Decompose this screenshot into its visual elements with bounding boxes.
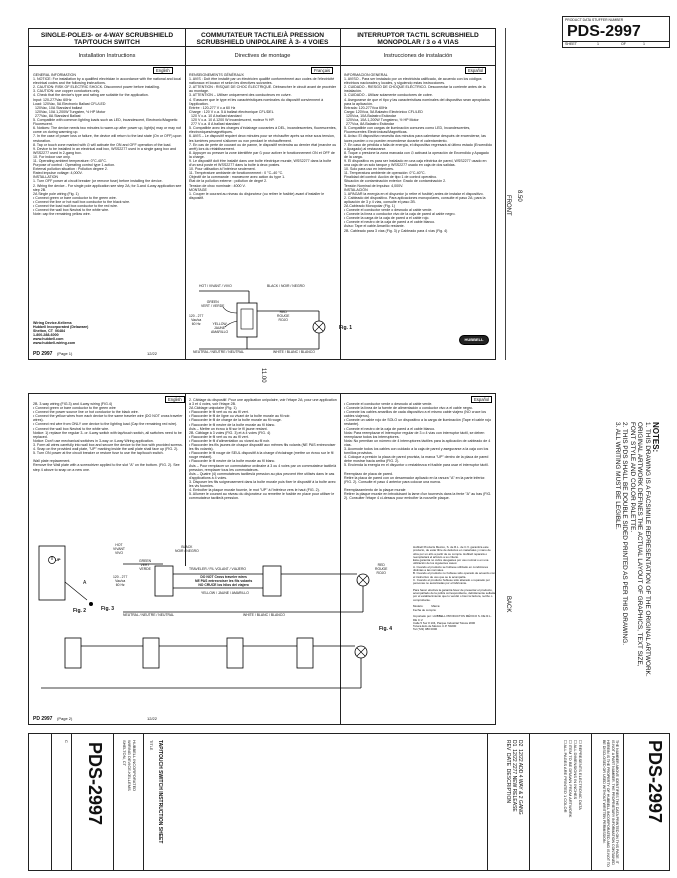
warranty-text: Hubbell Products Mexico, S. de R.L. de C.V. garantiza este producto, de estar libre de defectos en materiales y mano de obra por un año a partir de su compra. Hubbell reparará o reemplazará el artículo a su criterio. Esta garantía no cubre desgastes por uso normal o en una utilización de los siguientes casos: A. Cuando el producto se hubiese utilizado en condiciones distintas a las normales. B. Cuando el producto no hubiese sido operado de acuerdo con el instructivo de uso que se le acompaña. C. Cuando el producto hubiese sido alterado o reparado por personas no autorizadas por el fabricante. Para hacer efectiva la garantía favor de presentar el producto, acompañado de la póliza correspondiente, debidamente sellada por el establecimiento que lo vendió o bien la factura, recibo o comprobante. Modelo: Marca: Fecha de compra: Importado por: HUBBELL PRODUCTOS MÉXICO S. DE R.L. DE C.V. Calle 5 Sur # 104, Parque Industrial Toluca 2000 Toluca Edo de México C.P. 50200 Tel (722) 080 0000 [413, 545, 495, 632]
p2-page-date: 12/22 [147, 716, 158, 721]
en-body: GENERAL INFORMATION 1. NOTICE: For installation by a qualified electrician in accordance with the national and local electrical codes and the following instructions. 2. CAUTION: RISK OF ELECTRIC SHOCK. Disconnect power before installing. 3. CAUTION: use copper conductors only. 4. Check that the device's type and rating are suitable for the application. Input: 120-277Vac 60Hz Load: 120Vac, 5A Electronic Ballast CFL/LED 120Vac, 10A Standard ballast 120Vac, 10A 1,200W Tungsten, ½ HP Motor 277Vac, 8A Standard Ballast 5. Compatible with common lighting loads such as LED, Incandescent, Electronic/Magnetic Fluorescent. 6. Notices: The device needs two minutes to warm-up after power up, light(s) may or may not come on during warming up. 7. In the case of power loss or failure, the device will return to the last state (On or OFF) upon restoration. 8. Tap or touch zone marked with ⏻ will activate the ON and OFF operation of the load. 9. Device to be installed in an electrical wall box, WSS2277 used in a single gang box and WSS2277 used in 2-gang box. 10. For indoor use only. 11. Operating ambient temperature: 0°C-40°C. Purpose of control : Operating control type 1 action. External pollution situation : Pollution degree 2. Rated impulse voltage: 4,000V. INSTALLATION 1. Turn OFF power at circuit breaker (or remove fuse) before installing the device. 2. Wiring the device - For single pole application see step 2A; for 3-and 4-way application see step 2B. 2A Single pole wiring (Fig. 1) • Connect green or bare conductor to the green wire. • Connect the line or hot wall box conductor to the black wire. • Connect the load wall box conductor to the red wire. • Connect the wall box Neutral to the white wire. Note: cap the remaining yellow wire. [33, 73, 182, 217]
fig1-green-label: GREEN VERT / VERDE [201, 300, 225, 308]
fr-lang-tag: Français [311, 67, 333, 74]
en-subtitle: Installation Instructions [78, 53, 136, 59]
es-lang-tag: Español [465, 67, 486, 74]
fig3-red-label: RED ROUGE ROJO [375, 563, 388, 575]
p2-page-ref: (Page 2) [57, 716, 73, 721]
fig2-diagram [35, 542, 99, 616]
fig1-neutral-label: NEUTRAL / NEUTRE / NEUTRAL [193, 350, 245, 354]
notes-title: NOTES: [651, 422, 660, 453]
fig3-yellow-label: YELLOW / JAUNE / AMARILLO [201, 591, 249, 595]
fig1-diagram [189, 285, 389, 357]
title-text: TAP/TOUCH SWITCH INSTRUCTION SHEET [157, 740, 163, 844]
height-dim-line [505, 28, 506, 360]
fig1-hot-label: HOT / VIVANT / VIVO [199, 284, 232, 288]
p2-pd-number: PD 2997 [33, 716, 53, 722]
fig1-red-label: RED ROUGE ROJO [277, 310, 290, 322]
company-info: Wiring Device-Kellems Hubbell Incorporated (Delaware) Shelton, CT 06484 1-800-288-6000 www.hubbell.com www.hubbell-wiring.com [33, 321, 89, 346]
page2-back [28, 393, 496, 725]
size-label: C [64, 740, 69, 743]
fig3-diagram [101, 543, 411, 622]
fig3-hot-label: HOT VIVANT VIVO [113, 543, 125, 555]
stuffer-label: PRODUCT DATA STUFFER NUMBER [565, 18, 624, 22]
title-label: TITLE [149, 740, 153, 751]
fig2-up-label: UP [55, 557, 61, 562]
fig2-a-label: A [83, 580, 87, 586]
revision-rows: D2 12/22 ADD 4 WAY & 2 GANG D1 12/22 2277 NEW RELEASE REV DATE DESCRIPTION [505, 740, 523, 815]
fig1-black-label: BLACK / NOIR / NEGRO [267, 284, 305, 288]
fig3-neutral-label: NEUTRAL / NEUTRE / NEUTRAL [123, 613, 175, 617]
fig3-green-label: GREEN VERT VERDE [139, 559, 152, 571]
sheet-label: SHEET [565, 42, 577, 46]
fig1-vac-label: 120 - 277 Vac/ca 60 Hz [189, 314, 204, 326]
page1-front [28, 28, 496, 360]
fig1-caption: Fig. 1 [339, 325, 353, 331]
fig3-traveler-label: TRAVELER / FIL VOLANT / VIAJERO [189, 567, 247, 571]
sheet-num: 1 [597, 42, 599, 46]
page-ref: (Page 1) [57, 351, 73, 356]
fig3-white-label: WHITE / BLANC / BLANCO [243, 613, 285, 617]
fig2-wallplate-svg [35, 542, 99, 616]
fig4-caption: Fig. 4 [379, 626, 393, 632]
fig4-diagram [35, 624, 409, 696]
fig1-white-label: WHITE / BLANC / BLANCO [273, 350, 315, 354]
fig1-yellow-label: YELLOW JAUNE AMARILLO [211, 322, 229, 334]
stuffer-number-block [562, 16, 670, 48]
fig3-vac-label: 120 - 277 Vac/ca 60 Hz [113, 575, 128, 587]
title-number: PDS-2997 [85, 742, 105, 826]
p2-fr-body: 2. Câblage du dispositif. Pour une application unipolaire, voir l'étape 2A; pour une application à 3 et 4 voies, voir l'étape 2B. 2A Câblage unipolaire (Fig. 1) • Raccorder le fil vert ou nu au fil vert. • Raccorder le fil de ligne ou vivant de la boîte murale au fil noir. • Raccorder le fil de charge de la boîte murale au fil rouge. • Raccorder le fil neutre de la boîte murale au fil blanc. Avis – Mettre un écrou à fil sur le fil jaune restant. 2B. Câblage à 3 voies (FIG. 3) et à 4 voies (FIG. 4) • Raccorder le fil vert ou nu au fil vert. • Raccorder le fil d'alimentation ou vivant au fil noir. • Raccorder les fils jaunes de chaque dispositif aux mêmes fils volants (NE PAS entrecroiser les fils volants). • Raccorder le fil rouge de SEUL dispositif à la charge d'éclairage (mettre un écrou sur le fil rouge restant). • Raccorder le fil neutre de la boîte murale au fil blanc. Avis – Pour remplacer un commutateur ordinaire à 3 ou 4 voies par un commutateur tactile/à pression, remplacer tous les commutateurs. Avis – Quatre (4) commutateurs tactiles/à pression au plus peuvent être utilisés dans le cas d'applications à 4 voies. 3. Disposer les fils soigneusement dans la boîte murale puis fixer le dispositif à la boîte avec les vis fournies. 4. Emboîter la plaque murale fournie, le mot "UP" à l'intérieur vers le haut (FIG. 2). 5. Allumer le courant au niveau du disjoncteur ou remettre le fusible en place pour utiliser le commutateur tactile/à pression. [189, 398, 337, 501]
of-num: 1 [643, 42, 645, 46]
title-number-right: PDS-2997 [645, 740, 665, 824]
notes-items: 1. THIS DRAWING IS A FACSIMILE REPRESENTATION OF THE ORIGINAL ARTWORK. ORIGINAL ARTWORK DEFINES THE ACTUAL LAYOUT OF GRAPHICS, TEXT SIZE, FONT STYLE AND COLOR PALETTE. 2. THIS PDS SHALL BE DOUBLE SIDED PRINTED AS PER THIS DRAWING. 3. ALL WRITING MUST BE LEGIBLE. [613, 422, 651, 677]
es-title: INTERRUPTOR TACTIL SCRUBSHIELD MONOPOLAR / 3 o 4 VIAS [357, 32, 479, 47]
fig3-caption: Fig. 3 [101, 606, 115, 612]
pd-number: PD 2997 [33, 351, 53, 357]
p2-es-lang-tag: Español [471, 396, 492, 403]
fig3-black-label: BLACK NOIR / NEGRO [175, 545, 199, 553]
fr-body: RENSEIGNEMENTS GÉNÉRAUX 1. AVIS : Doit être installé par un électricien qualifié conformément aux codes de l'électricité nationaux et locaux et selon les directives suivantes. 2. ATTENTION : RISQUE DE CHOC ÉLECTRIQUE. Débrancher le circuit avant de procéder au montage. 3. ATTENTION – Utiliser uniquement des conducteurs en cuivre. 4. S'assurer que le type et les caractéristiques nominales du dispositif conviennent à l'application. Entrée : 120-277 V c.a 60 Hz Charge : 120 V c.a. 5 A ballast électronique CFL/DEL 120 V c.a. 10 A ballast standard 120 V c.a. 10 A 1200 W incandescent, moteur ½ HP. 277 V c.a. 8 A ballast standard 5. Compatible avec les charges d'éclairage courantes à DEL, incandescentes, fluorescentes, électroniques/magnétiques. 6. AVIS – Le dispositif requiert deux minutes pour se réchauffer après sa mise sous tension, les lumières peuvent s'allumer ou non pendant le réchauffement. 7. En cas de perte de courant ou de panne, le dispositif reviendra au dernier état (marche ou arrêt) lors du rétablissement. 8. Appuyer ou presser la zone identifiée par ⏻ pour activer le fonctionnement ON et OFF de la charge. 9. Le dispositif doit être installé dans une boîte électrique murale, WSS2277 dans la boîte d'un seul poste et WSS2277 dans la boîte à deux postes. 10. Pour utilisation à l'intérieur seulement. 11. Température ambiante de fonctionnement : 0 °C–40 °C. Objectif de la commande : manœuvre avec action du type 1. État de la pollution externe : pollution de degré 2. Tension de choc nominale : 4000 V. MONTAGE 1. Couper le courant au niveau du disjoncteur (ou retirer le fusible) avant d'installer le dispositif. [189, 73, 337, 200]
fr-subtitle: Directives de montage [234, 53, 291, 59]
p2-en-body: 2B. 3-way wiring (FIG.3) and 4-way wiring (FIG.4) • Connect green or bare conductor to the green wire • Connect the power source line or hot conductor to the black wire. • Connect the yellow wires from each device to the same traveler wire (DO NOT cross traveler wires). • Connect red wire from ONLY one device to the lighting load (Cap the remaining red wire). • Connect the wall box Neutral to the white wire. Notice: 1) replace the regular 3- or 4-way switch with tap/touch switch, all switches need to be replaced. Notice: Don't use mechanical switches in 3-way or 4-way Wiring application. 3. Form all wires carefully into wall box and secure the device to the box with provided screws. 4. Snap on the provided wall plate, "UP" marking inside the wall plate shall face up (FIG. 2). 5. Turn ON power at the circuit breaker or restore fuse to use the tap/touch switch. Wall plate replacement. Remove the Wall plate with a screwdriver applied to the slot "A" on the bottom. (FIG. 2). See step 4 above to snap on a new one. [33, 402, 183, 472]
fig4-wiring-svg [35, 624, 409, 696]
es-body: INFORMACION GENERAL 1. AVISO - Para ser instalado por un electricista calificado, de acuerdo con los códigos eléctricos nacionales y locales, y siguiendo estas instrucciones. 2. CUIDADO - RIESGO DE CHOQUE ELÉCTRICO. Desconectar la corriente antes de la instalación. 3. CUIDADO - Utilizar solamente conductores de cobre. 4. Asegurarse de que el tipo y las características nominales del dispositivo sean apropiados para la aplicación. Entrada: 120-277Vca 60Hz Carga: 120Vca, 5A Balastro Electrónico CFL/LED 120Vca, 10A Balastro Estándar 120Vca, 10A 1,200W Tungsteno, ½ HP Motor 277Vca, 8A Balastro Estándar 5. Compatible con cargas de iluminación comunes como LED, Incandescentes, Fluorescentes Electrónicas/Magnéticas. 6. Aviso: El dispositivo necesita dos minutos para calentarse después de encenderse, las luces pueden o no pueden encenderse durante el calentamiento. 7. En caso de pérdida o falla de energía, el dispositivo regresará al último estado (Encendido o Apagado) al restaurarse. 8. Toque o presione la zona marcada con ⏻ activará la operación de Encendido y Apagado de la carga. 9. El dispositivo es para ser instalado en una caja eléctrica de pared, WSS2277 usado en una caja de un solo tanque y WSS2277 usado en caja de dos salidas. 10. Solo para uso en interiores. 11. Temperatura ambiente de operación: 0°C-40°C. Finalidad del control: Acción de tipo 1 de control operativo. Situación de contaminación exterior: Grado de contaminación 2. Tensión Nominal de Impulso: 4,000V. INSTALACIÓN 1. APAGAR la energía en el disyuntor (o retire el fusible) antes de instalar el dispositivo. 2. Cableado del dispositivo. Para aplicaciones monopolares, consulte el paso 2A; para la aplicación de 3 y 4 vías, consulte el paso 2B. 2A Cableado Monopolar (Fig. 1) • Conecte el conductor verde o desnudo al cable verde. • Conecte la línea o conductor vivo de la caja de pared al cable negro. • Conecte la carga de la caja de pared a el cable rojo. • Conecte el neutro de la caja de pared a el cable blanco. Aviso: Tape el cable Amarillo restante. 2B. Cableado para 3 vías (Fig. 3) y Cableado para 4 vías (Fig. 4) [344, 73, 493, 233]
fig3-wiring-svg [113, 544, 411, 622]
page-date: 12/22 [147, 351, 158, 356]
fig2-caption: Fig. 2 [73, 608, 87, 614]
p2-es-body: • Conecte el conductor verde o desnudo al cable verde. • Conecte la línea de la fuente de alimentación o conductor vivo a el cable negro. • Conecte los cables amarillos de cada dispositivo a el mismo cable viajero (NO cruce los cables viajeros). • Conecte un cable rojo de SOLO un dispositivo a la carga de iluminación (Tape el cable rojo restante). • Conecte el neutro de la caja de pared a el cable blanco. Nota: Para reemplazar el interruptor regular de 3 o 4 vías con interruptor táctil, se deben reemplazar todos los interruptores. Nota: No permitan un número de 4 interruptores táctiles para la aplicación de cableado de 4 vías. 3. Acomode todos los cables con cuidado a la caja de pared y asegurarse a la caja con los tornillos provistos. 4. Coloque a presión la placa de pared provista, la marca "UP" dentro de la placa de pared debe mostrar hacia arriba (FIG. 2). 5. Encienda la energía en el disyuntor o restablezca el fusible para usar el interruptor táctil. Reemplazo de placa de pared. Retire la placa de pared con un desarmador aplicado en la ranura "A" en la parte inferior. (FIG. 2). Consulte el paso 4 anterior para colocar una nueva. Reemplazamiento de la plaque murale Retirer la plaque murale en introduisant la lame d'un tournevis dans la fente "A" au bas (FIG. 2). Consulter l'étape 4 ci-dessus pour emboîter la nouvelle plaque. [344, 402, 492, 501]
title-block [28, 733, 670, 871]
p2-en-lang-tag: English [165, 396, 185, 403]
fr-title: COMMUTATEUR TACTILE/À PRESSION SCRUBSHIELD UNIPOLAIRE À 3- 4 VOIES [196, 32, 329, 47]
width-label: 8.50 [516, 190, 522, 202]
checklist: ☐ REPRESENTS ELECTRONIC DATA ☐ ALL DIMENSIONS IN INCHES ☐ ITEM TO BE DRAWN FROM ARTWORK ☐ ALL PAGES ARE PRINTED 1 COLOR [563, 740, 583, 818]
es-subtitle: Instrucciones de instalación [383, 53, 453, 59]
en-lang-tag: English [153, 67, 173, 74]
height-label: 11.00 [260, 368, 266, 383]
title-company: HUBBELL INCORPORATED WIRING DEVICE-KELLEMS SHELTON, CT [122, 740, 137, 792]
of-label: OF [621, 42, 626, 46]
hubbell-logo: HUBBELL [459, 335, 489, 345]
front-label: FRONT [505, 195, 511, 216]
en-title: SINGLE-POLE/3- or 4-WAY SCRUBSHIELD TAP/TOUCH SWITCH [40, 32, 174, 47]
back-label: BACK [505, 596, 511, 613]
fig3-cross-warning: DO NOT Cross traveler wires NE PAS entrecroiser les fils volants NO CRUCE los hilos del viajero [195, 575, 253, 587]
side-notes: THE NUMBER ABOVE IDENTIFIES THE DATA PRINTED ON THIS PAGE. IT IS NOT A PART NUMBER. THE PROPRIETARY INFORMATION CONTAINED HEREIN IS THE PROPERTY OF HUBBELL INCORPORATED AND IS NOT TO BE DISCLOSED OR USED WITHOUT WRITTEN PERMISSION. [601, 740, 619, 868]
notes-block [613, 422, 660, 682]
stuffer-number: PDS-2997 [567, 23, 641, 40]
